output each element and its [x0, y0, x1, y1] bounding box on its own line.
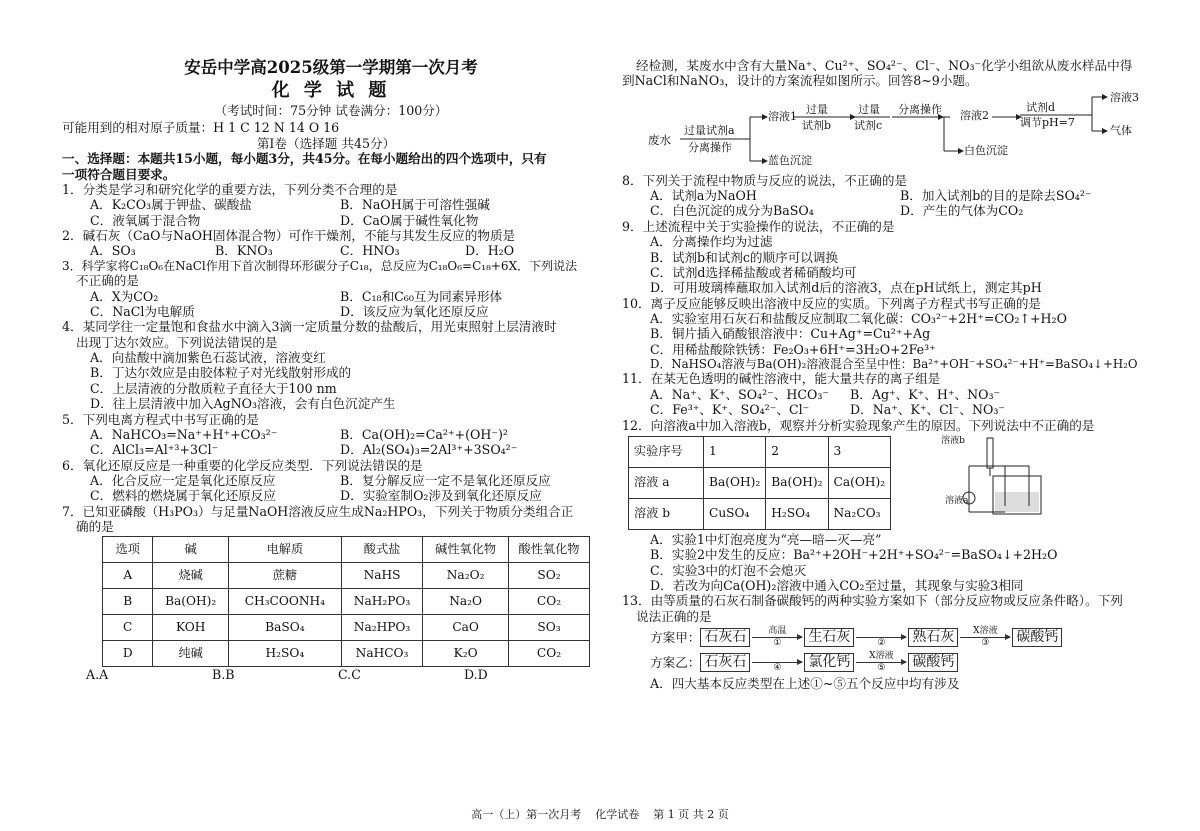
table-cell: CH₃COONH₄ [228, 589, 341, 615]
scheme-b [622, 651, 1142, 674]
question-2 [62, 228, 590, 259]
option-c: C．液氧属于混合物 [90, 212, 201, 228]
table-cell: Ba(OH)₂ [704, 467, 766, 498]
table-cell: SO₃ [508, 615, 589, 641]
option-a: A．实验室用石灰石和盐酸反应制取二氧化碳：CO₃²⁻+2H⁺=CO₂↑+H₂O [650, 310, 1067, 326]
option-a: A．分离操作均为过滤 [650, 234, 773, 250]
question-stem-cont: 出现丁达尔效应。下列说法错误的是 [76, 334, 278, 350]
right-column [622, 58, 1142, 691]
option-a: A．四大基本反应类型在上述①~⑤五个反应中均有涉及 [650, 675, 960, 691]
question-6 [62, 458, 590, 504]
option-b: B.B [212, 666, 235, 682]
table-cell: 溶液 a [629, 467, 704, 498]
flow-step5-top: 试剂d [1026, 100, 1056, 114]
option-a: A．向盐酸中滴加紫色石蕊试液，溶液变红 [90, 350, 326, 366]
option-c: C．上层清液的分散质粒子直径大于100 nm [90, 380, 337, 396]
left-column [62, 58, 590, 682]
step-number: ⑤ [877, 662, 886, 673]
question-1 [62, 182, 590, 228]
question-stem: 1．分类是学习和研究化学的重要方法，下列分类不合理的是 [62, 181, 398, 197]
table-row [629, 467, 891, 498]
flow-gas: 气体 [1110, 123, 1132, 137]
option-b: B．Ca(OH)₂=Ca²⁺+(OH⁻)² [340, 426, 508, 442]
option-d: D．H₂O [465, 243, 515, 259]
option-a: A．NaHCO₃=Na⁺+H⁺+CO₃²⁻ [90, 426, 278, 442]
table-header: 酸性氧化物 [508, 537, 589, 563]
question-stem-cont: 确的是 [76, 519, 114, 535]
flow-solution2: 溶液2 [960, 108, 989, 122]
arrow-label-x-solution: X溶液 [869, 650, 894, 661]
table-cell: 烧碱 [153, 563, 229, 589]
flow-step2-bottom: 试剂b [802, 118, 832, 132]
option-a: A．实验1中灯泡亮度为“亮—暗—灭—亮” [650, 531, 882, 547]
table-cell: 纯碱 [153, 640, 229, 666]
question-stem: 6．氧化还原反应是一种重要的化学反应类型．下列说法错误的是 [62, 457, 423, 473]
question-stem: 3．科学家将C₁₈O₆在NaCl作用下首次制得环形碳分子C₁₈，总反应为C₁₈O₆=C₁₈+6X．下列说法 [62, 258, 578, 273]
table-cell: Ba(OH)₂ [153, 589, 229, 615]
question-4 [62, 319, 590, 411]
table-cell: Na₂O₂ [423, 563, 509, 589]
question-stem: 2．碱石灰（CaO与NaOH固体混合物）可作干燥剂，不能与其发生反应的物质是 [62, 227, 516, 243]
question-9 [622, 219, 1142, 296]
option-b: B．复分解反应一定不是氧化还原反应 [340, 472, 551, 488]
option-a: A．化合反应一定是氧化还原反应 [90, 472, 276, 488]
option-b: B．加入试剂b的目的是除去SO₄²⁻ [900, 188, 1092, 204]
question-stem: 4．某同学往一定量饱和食盐水中滴入3滴一定质量分数的盐酸后，用光束照射上层清液时 [62, 319, 557, 335]
limestone-box: 石灰石 [700, 628, 750, 647]
question-3 [62, 259, 590, 320]
table-cell: K₂O [423, 640, 509, 666]
table-cell: A [103, 563, 153, 589]
question-8 [622, 173, 1142, 219]
table-header: 酸式盐 [341, 537, 422, 563]
option-d: D．NaHSO₄溶液与Ba(OH)₂溶液混合至呈中性：Ba²⁺+OH⁻+SO₄²⁻+H⁺=BaSO₄↓+H₂O [650, 357, 1138, 372]
option-d: D．往上层清液中加入AgNO₃溶液，会有白色沉淀产生 [90, 396, 396, 412]
option-a: A．SO₃ [90, 243, 136, 259]
option-b: B．实验2中发生的反应：Ba²⁺+2OH⁻+2H⁺+SO₄²⁻=BaSO₄↓+2H₂O [650, 547, 1058, 563]
label-solution-b: 溶液b [941, 435, 965, 446]
option-b: B．C₁₈和C₆₀互为同素异形体 [340, 288, 503, 304]
calcium-carbonate-box: 碳酸钙 [1012, 628, 1062, 647]
question-13 [622, 593, 1142, 691]
option-d: D．产生的气体为CO₂ [900, 203, 1024, 219]
option-b: B．试剂b和试剂c的顺序可以调换 [650, 249, 839, 265]
table-cell: KOH [153, 615, 229, 641]
option-b: B．Ag⁺、K⁺、H⁺、NO₃⁻ [850, 386, 1001, 402]
option-a: A．Na⁺、K⁺、SO₄²⁻、HCO₃⁻ [650, 386, 830, 402]
subject-title: 化 学 试 题 [271, 80, 391, 102]
table-cell: CO₂ [508, 589, 589, 615]
table-row [103, 563, 590, 589]
table-cell: NaH₂PO₃ [341, 589, 422, 615]
table-cell: CO₂ [508, 640, 589, 666]
option-d: D.D [464, 666, 488, 682]
flow-step3-top: 过量 [858, 102, 880, 116]
option-d: D．实验室制O₂涉及到氧化还原反应 [340, 488, 542, 504]
table-cell: H₂SO₄ [766, 498, 828, 529]
option-b: B．KNO₃ [215, 243, 273, 259]
table-cell: 2 [766, 436, 828, 467]
option-c: C．AlCl₃=Al⁺³+3Cl⁻ [90, 442, 219, 458]
calcium-chloride-box: 氯化钙 [804, 653, 854, 672]
option-d: D．Al₂(SO₄)₃=2Al³⁺+3SO₄²⁻ [340, 442, 518, 458]
step-number: ① [773, 637, 782, 648]
option-c: C．实验3中的灯泡不会熄灭 [650, 562, 807, 578]
arrow-right-icon [752, 637, 802, 638]
table-header-row [103, 537, 590, 563]
flow-step1-top: 过量试剂a [684, 123, 735, 137]
option-d: D．Na⁺、K⁺、Cl⁻、NO₃⁻ [850, 402, 1006, 418]
question-7 [62, 504, 590, 682]
table-cell: 蔗糖 [228, 563, 341, 589]
question-10 [622, 296, 1142, 372]
table-cell: BaSO₄ [228, 615, 341, 641]
section-heading: 一、选择题：本题共15小题，每小题3分，共45分。在每小题给出的四个选项中，只有 [62, 151, 547, 167]
arrow-label-x-solution: X溶液 [973, 626, 998, 637]
table-row [103, 589, 590, 615]
table-cell: C [103, 615, 153, 641]
question-stem: 9．上述流程中关于实验操作的说法，不正确的是 [622, 218, 895, 234]
option-d: D．CaO属于碱性氧化物 [340, 212, 479, 228]
slaked-lime-box: 熟石灰 [908, 628, 958, 647]
table-cell: 溶液 b [629, 498, 704, 529]
table-cell: 1 [704, 436, 766, 467]
exam-title: 安岳中学高2025级第一学期第一次月考 [184, 58, 478, 77]
table-cell: B [103, 589, 153, 615]
option-d: D．若改为向Ca(OH)₂溶液中通入CO₂至过量，其现象与实验3相同 [650, 577, 1024, 593]
table-cell: Na₂CO₃ [828, 498, 891, 529]
table-cell: NaHCO₃ [341, 640, 422, 666]
question-stem: 8．下列关于流程中物质与反应的说法，不正确的是 [622, 172, 908, 188]
table-header: 选项 [103, 537, 153, 563]
option-b: B．铜片插入硝酸银溶液中：Cu+Ag⁺=Cu²⁺+Ag [650, 326, 931, 342]
table-cell: SO₂ [508, 563, 589, 589]
question-5 [62, 412, 590, 458]
intro-text: 经检测，某废水中含有大量Na⁺、Cu²⁺、SO₄²⁻、Cl⁻、NO₃⁻化学小组欲从废水样品中得 [636, 58, 1133, 73]
step-number: ② [877, 637, 886, 648]
atomic-masses: 可能用到的相对原子质量：H 1 C 12 N 14 O 16 [62, 120, 340, 136]
question-stem: 7．已知亚磷酸（H₃PO₃）与足量NaOH溶液反应生成Na₂HPO₃，下列关于物质分类组合正 [62, 503, 574, 519]
conductivity-apparatus-icon [943, 436, 1083, 526]
section-heading-cont: 一项符合题目要求。 [62, 166, 176, 182]
option-a: A．X为CO₂ [90, 288, 159, 304]
table-cell: H₂SO₄ [228, 640, 341, 666]
option-b: B．丁达尔效应是由胶体粒子对光线散射形成的 [90, 365, 352, 381]
experiment-table [628, 436, 891, 530]
arrow-right-icon [856, 662, 906, 663]
arrow-right-icon [752, 662, 802, 663]
scheme-a-label: 方案甲： [650, 629, 701, 645]
question-stem: 12．向溶液a中加入溶液b，观察并分析实验现象产生的原因。下列说法中不正确的是 [622, 417, 1095, 433]
limestone-box: 石灰石 [700, 653, 750, 672]
option-a: A．试剂a为NaOH [650, 188, 757, 204]
flow-step5-bottom: 调节pH=7 [1020, 115, 1075, 129]
intro-text-cont: 到NaCl和NaNO₃，设计的方案流程如图所示。回答8~9小题。 [622, 73, 978, 89]
table-cell: 3 [828, 436, 891, 467]
table-cell: 实验序号 [629, 436, 704, 467]
calcium-carbonate-box: 碳酸钙 [908, 653, 958, 672]
table-header: 电解质 [228, 537, 341, 563]
option-d: D．可用玻璃棒蘸取加入试剂d后的溶液3，点在pH试纸上，测定其pH [650, 280, 1042, 296]
flow-precipitate-blue: 蓝色沉淀 [768, 153, 812, 167]
option-c: C．Fe³⁺、K⁺、SO₄²⁻、Cl⁻ [650, 402, 810, 418]
table-cell: Ca(OH)₂ [828, 467, 891, 498]
scheme-b-label: 方案乙： [650, 654, 701, 670]
table-row [629, 498, 891, 529]
question-11 [622, 371, 1142, 417]
flow-precipitate-white: 白色沉淀 [964, 143, 1008, 157]
table-cell: D [103, 640, 153, 666]
table-cell: CaO [423, 615, 509, 641]
option-c: C．NaCl为电解质 [90, 304, 195, 320]
table-row [103, 640, 590, 666]
table-cell: CuSO₄ [704, 498, 766, 529]
question-stem: 10．离子反应能够反映出溶液中反应的实质。下列离子方程式书写正确的是 [622, 295, 1042, 311]
scheme-a [622, 626, 1142, 649]
quicklime-box: 生石灰 [804, 628, 854, 647]
question-12 [622, 418, 1142, 594]
option-c: C．燃料的燃烧属于氧化还原反应 [90, 488, 276, 504]
apparatus-figure [943, 436, 1083, 526]
option-a: A.A [86, 666, 109, 682]
option-c: C．用稀盐酸除铁锈：Fe₂O₃+6H⁺=3H₂O+2Fe³⁺ [650, 341, 936, 357]
flow-step2-top: 过量 [806, 102, 828, 116]
option-d: D．该反应为氧化还原反应 [340, 304, 489, 320]
step-number: ③ [981, 637, 990, 648]
step-number: ④ [773, 662, 782, 673]
flow-solution1: 溶液1 [768, 109, 797, 123]
part-heading: 第Ⅰ卷（选择题 共45分） [256, 135, 396, 151]
question-stem-cont: 说法正确的是 [636, 608, 712, 624]
option-a: A．K₂CO₃属于钾盐、碳酸盐 [90, 197, 252, 213]
table-row [629, 436, 891, 467]
process-flow-diagram [622, 91, 1142, 169]
flow-step1-bottom: 分离操作 [688, 140, 732, 154]
option-c: C．HNO₃ [340, 243, 400, 259]
arrow-right-icon [960, 637, 1010, 638]
page-footer: 高一（上）第一次月考 化学试卷 第 1 页 共 2 页 [471, 807, 729, 821]
label-solution-a: 溶液a [945, 495, 969, 506]
flow-solution3: 溶液3 [1110, 90, 1139, 104]
option-b: B．NaOH属于可溶性强碱 [340, 197, 490, 213]
arrow-right-icon [856, 637, 906, 638]
option-c: C．白色沉淀的成分为BaSO₄ [650, 203, 814, 219]
arrow-label-high-temp: 高温 [768, 626, 787, 637]
table-header: 碱性氧化物 [423, 537, 509, 563]
table-cell: Ba(OH)₂ [766, 467, 828, 498]
classification-table [102, 536, 590, 666]
table-cell: Na₂HPO₃ [341, 615, 422, 641]
flow-step3-bottom: 试剂c [854, 118, 883, 132]
question-stem: 11．在某无色透明的碱性溶液中，能大量共存的离子组是 [622, 371, 941, 387]
table-header: 碱 [153, 537, 229, 563]
table-cell: NaHS [341, 563, 422, 589]
option-c: C.C [338, 666, 361, 682]
question-stem-cont: 不正确的是 [76, 273, 139, 289]
flow-waste: 废水 [648, 132, 671, 147]
table-cell: Na₂O [423, 589, 509, 615]
table-row [103, 615, 590, 641]
question-stem: 13．由等质量的石灰石制备碳酸钙的两种实验方案如下（部分反应物或反应条件略）。下列 [622, 593, 1123, 609]
question-stem: 5．下列电离方程式中书写正确的是 [62, 411, 259, 427]
exam-info: （考试时间：75分钟 试卷满分：100分） [214, 103, 448, 119]
option-c: C．试剂d选择稀盐酸或者稀硝酸均可 [650, 264, 857, 280]
flow-step4: 分离操作 [898, 102, 942, 116]
